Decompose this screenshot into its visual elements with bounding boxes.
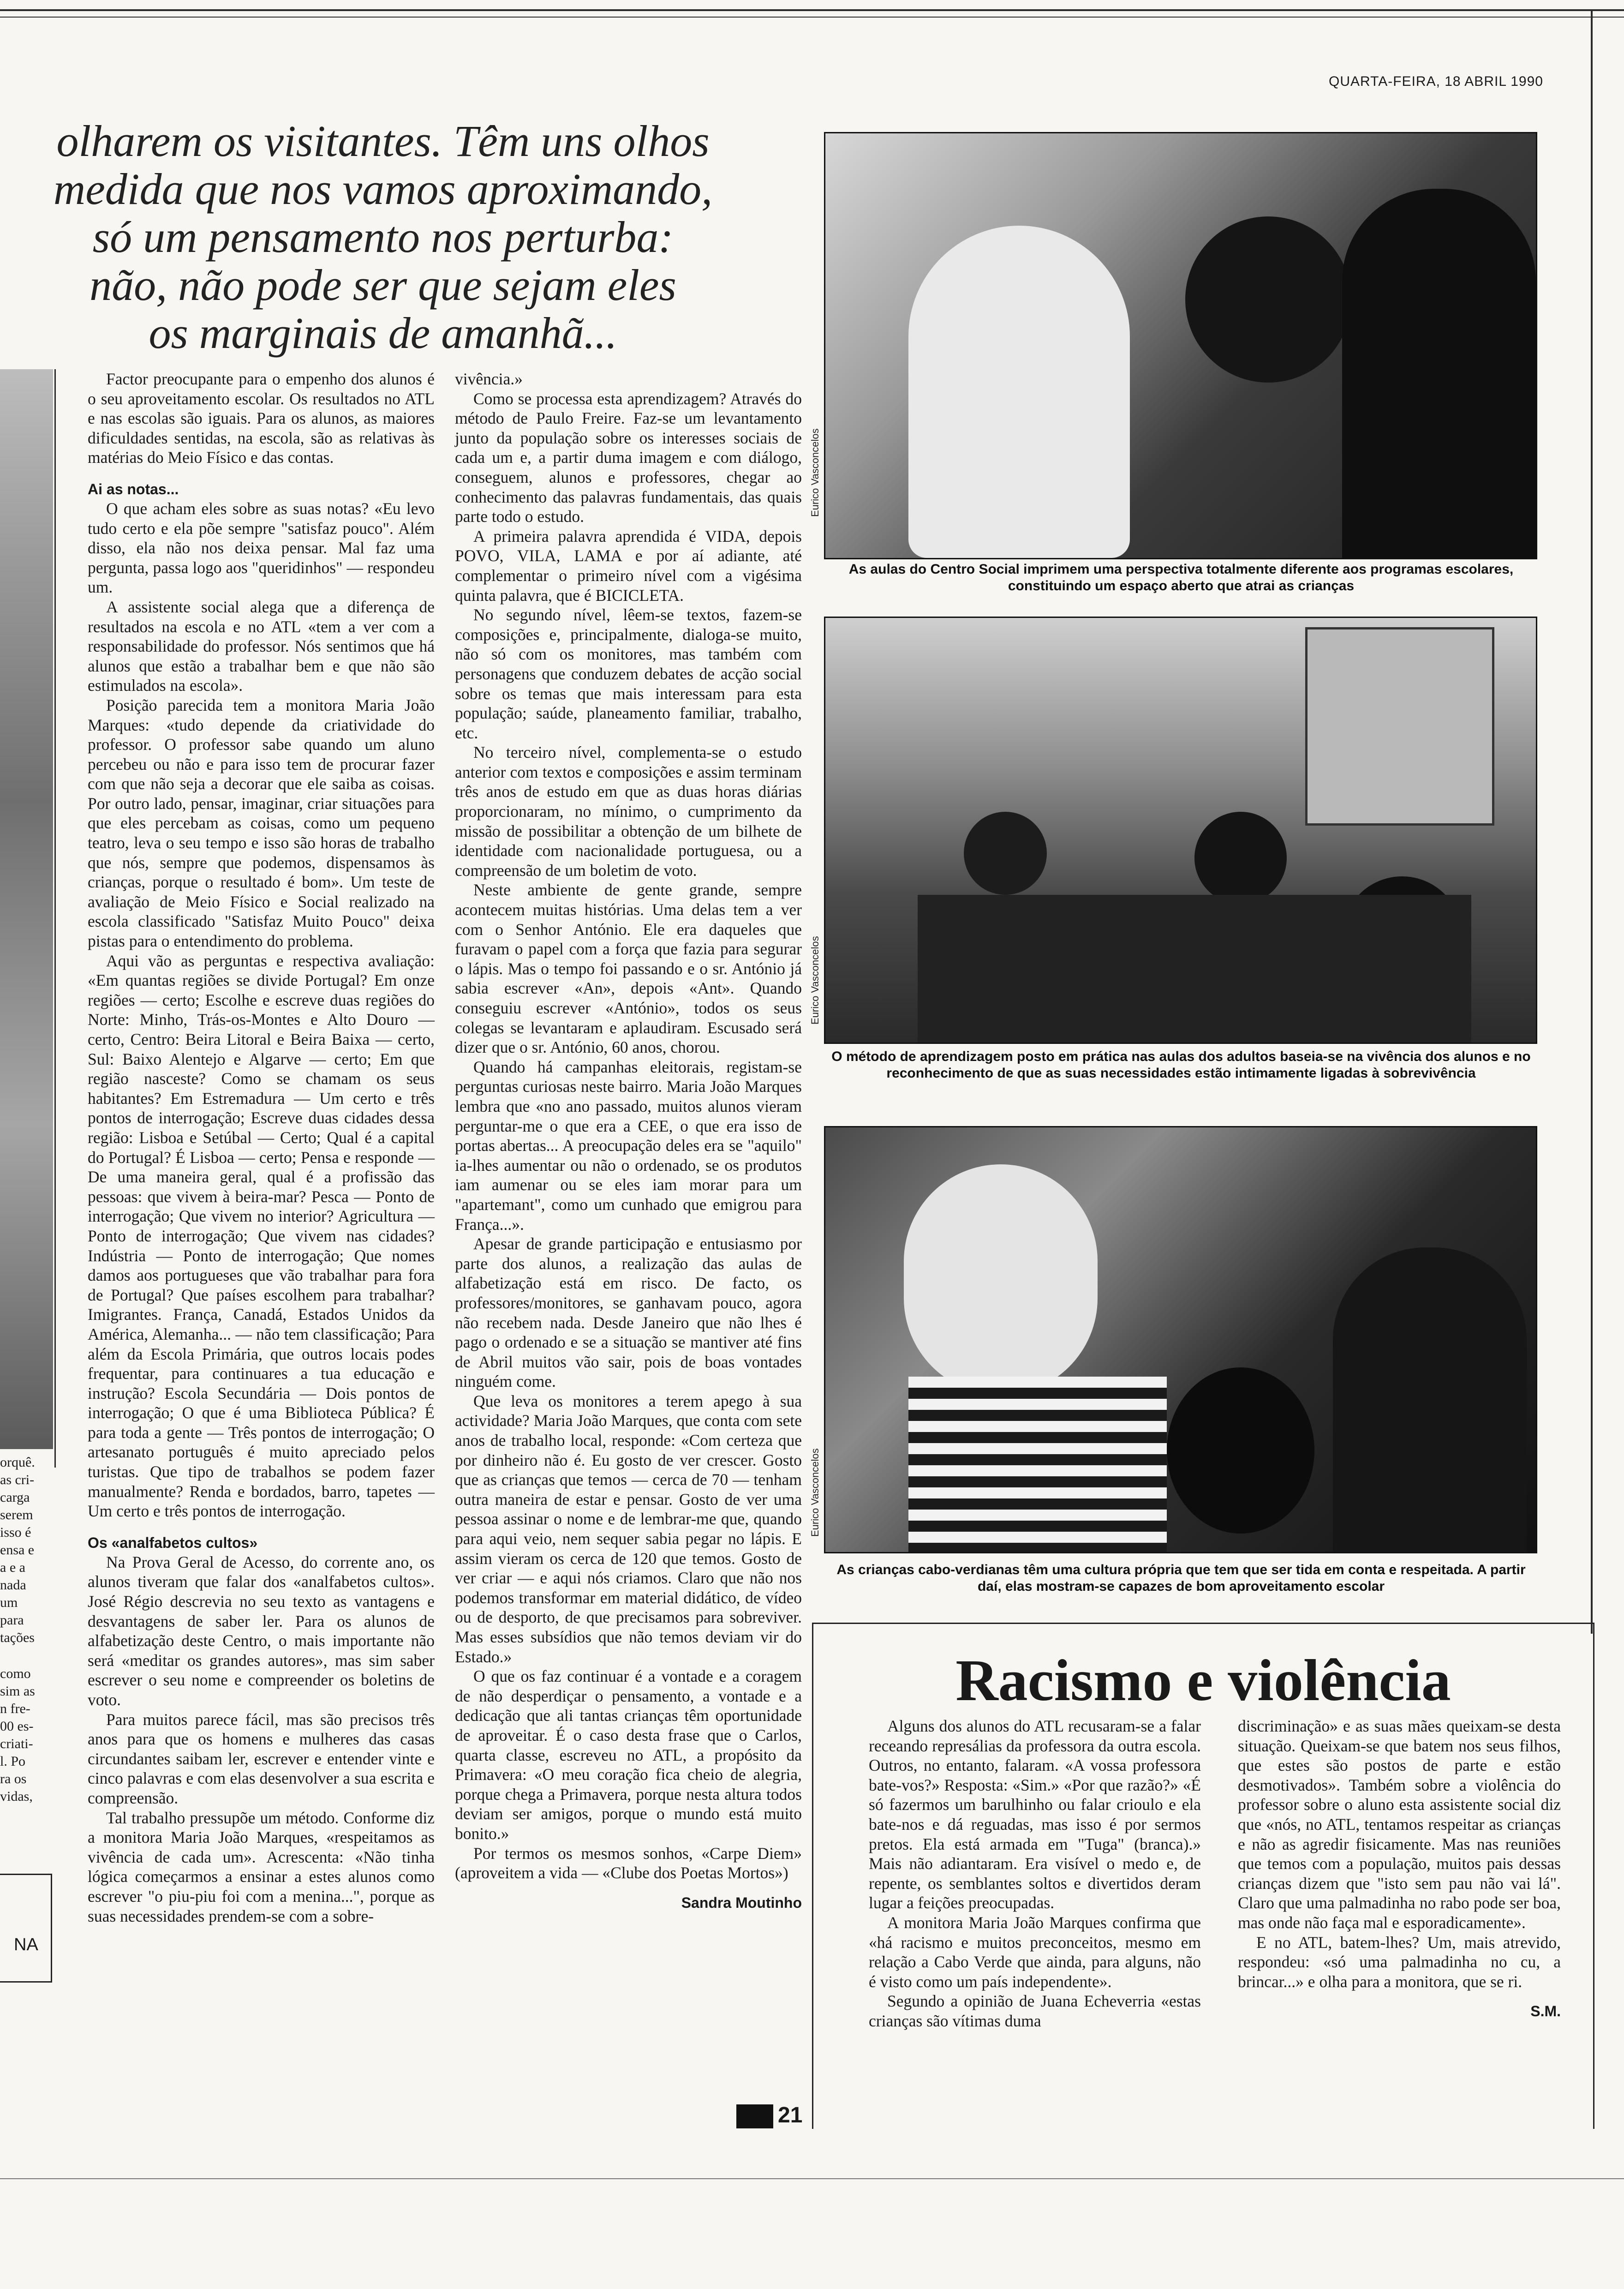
left-edge-line: orquê.	[0, 1455, 35, 1470]
paragraph: Neste ambiente de gente grande, sempre acontecem muitas histórias. Uma delas tem a ver com o Senhor António. Ele era daqueles que furavam o papel com a força que fazia para segurar o lápis. Mas o tempo foi passando e o sr. António já sabia escrever «An», depois «Ant». Quando conseguiu escrever «António», todos os seus colegas se levantaram e aplaudiram. Escusado será dizer que o sr. António, 60 anos, chorou.	[455, 881, 802, 1057]
sidebar-column-2	[1238, 1716, 1561, 2021]
sidebar-column-1	[869, 1716, 1201, 2031]
headline	[46, 116, 720, 359]
paragraph: A primeira palavra aprendida é VIDA, depois POVO, VILA, LAMA e por aí adiante, até complementar o primeiro nível com a vigésima quinta palavra, que é BICICLETA.	[455, 527, 802, 605]
author-signature: Sandra Moutinho	[681, 1894, 802, 1911]
paragraph: Aqui vão as perguntas e respectiva avaliação: «Em quantas regiões se divide Portugal? Em onze regiões — certo; Escolhe e escreve duas regiões do Norte: Minho, Trás-os-Montes e Alto Douro — certo, Centro: Beira Litoral e Beira Baixa — certo, Sul: Baixo Alentejo e Algarve — certo; Em que região nasceste? Como se chamam os seus habitantes? Em Estremadura — Um certo e três pontos de interrogação; Escreve duas cidades dessa região: Lisboa e Setúbal — Certo; Qual é a capital do Portugal? É Lisboa — certo; Pensa e responde — De uma maneira geral, qual é a profissão das pessoas: que vivem à beira-mar? Pesca — Ponto de interrogação; Que vivem no interior? Agricultura — Ponto de interrogação; Que vivem nas cidades? Indústria — Ponto de interrogação; Que nomes damos aos portugueses que vão trabalhar para fora de Portugal? Que países escolhem para trabalhar? Imigrantes. França, Canadá, Estados Unidos da América, Alemanha... — não tem classificação; Para além da Escola Primária, que outros locais podes frequentar, para continuares a tua educação e instrução? Escola Secundária — Dois pontos de interrogação; O que é uma Biblioteca Pública? É para toda a gente — Três pontos de interrogação; O artesanato português é muito apreciado pelos turistas. Que tipo de trabalhos se podem fazer manualmente? Renda e bordados, barro, tapetes — Um certo e três pontos de interrogação.	[88, 951, 435, 1521]
photo-caption: As crianças cabo-verdianas têm uma cultura própria que tem que ser tida em conta e respeitada. A partir daí, elas mostram-se capazes de bom aproveitamento escolar	[836, 1562, 1526, 1594]
paragraph: Alguns dos alunos do ATL recusaram-se a falar receando represálias da professora da outra escola. Outros, no entanto, falaram. «A vossa professora bate-vos?» Resposta: «Sim.» «Por que razão?» «É só fazermos um barulhinho ou falar crioulo e ela bate-nos e dá reguadas, mas isso é por sermos pretos. Ela está armada em "Tuga" (branca).» Mais não adiantaram. Era visível o medo e, de repente, os semblantes soltos e divertidos deram lugar a feições preocupadas.	[869, 1717, 1201, 1912]
photo-credit: Eurico Vasconcelos	[809, 1448, 821, 1537]
left-column-rule	[54, 369, 56, 1468]
photo-teacher-children	[824, 132, 1537, 559]
headline-line-5: os marginais de amanhã...	[149, 308, 617, 358]
paragraph: Segundo a opinião de Juana Echeverria «estas crianças são vítimas duma	[869, 1992, 1201, 2030]
photo-caption: O método de aprendizagem posto em prática nas aulas dos adultos baseia-se na vivência dos alunos e no reconhecimento de que as suas necessidades estão intimamente ligadas à sobrevivência	[831, 1049, 1531, 1081]
paragraph: No segundo nível, lêem-se textos, fazem-se composições e, principalmente, dialoga-se muito, não só com os monitores, mas também com personagens que conduzem debates de acção social sobre os temas que mais interessam para esta população; saúde, planeamento familiar, trabalho, etc.	[455, 605, 802, 742]
left-edge-line: sim as	[0, 1684, 35, 1699]
photo-girl-classroom	[824, 1126, 1537, 1553]
left-edge-line: um	[0, 1595, 18, 1610]
article-column-2	[455, 369, 802, 1912]
paragraph: Posição parecida tem a monitora Maria João Marques: «tudo depende da criatividade do professor. O professor sabe quando um aluno percebeu ou não e para isso tem de procurar fazer com que não seja a decorar que ele saiba as coisas. Por outro lado, pensar, imaginar, criar situações para que eles percebam as coisas, como um pequeno teatro, leva o seu tempo e isso são horas de trabalho que nós, sempre que podemos, dispensamos às crianças, porque o resultado é bom». Um teste de avaliação de Meio Físico e Social realizado na escola classificado "Satisfaz Muito Pouco" deixa pistas para o entendimento do problema.	[88, 695, 435, 951]
photo-figure	[1342, 189, 1536, 558]
photo-striped-shirt	[908, 1377, 1167, 1552]
left-edge-line: ra os	[0, 1771, 27, 1786]
headline-line-2: medida que nos vamos aproximando,	[53, 164, 713, 214]
left-edge-line: n fre-	[0, 1701, 30, 1716]
paragraph: A assistente social alega que a diferença de resultados na escola e no ATL «tem a ver com a responsabilidade do professor. Nós sentimos que há alunos que estão a trabalhar bem e que não são estimulados na escola».	[88, 597, 435, 695]
photo-figure	[904, 1164, 1098, 1395]
photo-credit: Eurico Vasconcelos	[809, 936, 821, 1025]
paragraph: Apesar de grande participação e entusiasmo por parte dos alunos, a realização das aulas de alfabetização está em risco. De facto, os professores/monitores, se ganhavam pouco, agora não recebem nada. Desde Janeiro que não lhes é pago o ordenado e se a situação se mantiver até fins de Abril muitos vão sair, pois de boas vontades ninguém come.	[455, 1234, 802, 1391]
paragraph: Quando há campanhas eleitorais, registam-se perguntas curiosas neste bairro. Maria João Marques lembra que «no ano passado, muitos alunos vieram perguntar-me o que era a CEE, o que era isso de portas abertas... A preocupação deles era se "aquilo" ia-lhes aumentar ou não o ordenado, se os produtos iam aumenar ou se eles iam morar para um "apartemant", como um cunhado que emigrou para França...».	[455, 1057, 802, 1234]
right-margin-rule	[1591, 9, 1593, 1634]
left-edge-line: a e a	[0, 1560, 25, 1575]
left-edge-line: tações	[0, 1630, 35, 1645]
left-edge-line: isso é	[0, 1525, 31, 1540]
photo-figure	[1333, 1247, 1527, 1552]
left-edge-line: criati-	[0, 1736, 33, 1751]
paragraph: Factor preocupante para o empenho dos alunos é o seu aproveitamento escolar. Os resultados no ATL e nas escolas são iguais. Para os alunos, as maiores dificuldades sentidas, na escola, são as relativas às matérias do Meio Físico e das contas.	[88, 370, 435, 467]
left-edge-line: como	[0, 1666, 31, 1681]
left-edge-line: ensa e	[0, 1542, 35, 1558]
top-rule	[0, 9, 1624, 11]
page-number: 21	[778, 2103, 803, 2127]
left-edge-line: carga	[0, 1490, 30, 1505]
left-edge-line: nada	[0, 1577, 26, 1593]
left-edge-line: serem	[0, 1507, 33, 1522]
bottom-rule	[0, 2178, 1624, 2179]
left-edge-line: para	[0, 1612, 24, 1628]
sidebar-title: Racismo e violência	[955, 1648, 1451, 1713]
article-column-1	[88, 369, 435, 1926]
paragraph: No terceiro nível, complementa-se o estudo anterior com textos e composições e assim terminam três anos de estudo em que as duas horas diárias proporcionaram, no mínimo, o cumprimento da missão de possibilitar a obtenção de um bilhete de identidade com nacionalidade portuguesa, ou a compreensão de um boletim de voto.	[455, 743, 802, 880]
paragraph: vivência.»	[455, 370, 523, 388]
sidebar-box	[812, 1623, 1594, 2129]
paragraph: Na Prova Geral de Acesso, do corrente ano, os alunos tiveram que falar dos «analfabetos cultos». José Régio descrevia no seu texto as vantagens e desvantagens de saber ler. Para os alunos de alfabetização deste Centro, o mais importante não será «meditar os grandes autores», mas sim saber escrever o seu nome e compreender os boletins de voto.	[88, 1552, 435, 1709]
paragraph: E no ATL, batem-lhes? Um, mais atrevido, respondeu: «só uma palmadinha no cu, a brincar...» e olha para a monitora, que se ri.	[1238, 1933, 1561, 1991]
left-edge-line: vidas,	[0, 1789, 33, 1804]
paragraph: O que os faz continuar é a vontade e a coragem de não desperdiçar o pensamento, a vontade e a dedicação que ali tantas crianças têm oportunidade de aproveitar. É o caso desta frase que o Carlos, quarta classe, escreveu no ATL, a propósito da Primavera: «O meu coração fica cheio de alegria, porque chega a Primavera, porque nesta altura todos deviam ser amigos, porque o mundo está muito bonito.»	[455, 1667, 802, 1843]
left-edge-text	[0, 1454, 53, 1805]
paragraph: O que acham eles sobre as suas notas? «Eu levo tudo certo e ela põe sempre "satisfaz pouco". Além disso, ela não nos deixa pensar. Mal faz uma pergunta, passa logo aos "queridinhos" — respondeu um.	[88, 499, 435, 597]
headline-line-1: olharem os visitantes. Têm uns olhos	[56, 116, 710, 166]
photo-figure	[908, 226, 1130, 558]
subheading-analfabetos: Os «analfabetos cultos»	[88, 1534, 258, 1551]
left-edge-line: 00 es-	[0, 1719, 34, 1734]
paragraph: Como se processa esta aprendizagem? Através do método de Paulo Freire. Faz-se um levantamento junto da população sobre os interesses sociais de cada um e, a partir duma imagem e com diálogo, conseguem, alunos e professores, chegar ao conhecimento das palavras fundamentais, das quais parte todo o estudo.	[455, 389, 802, 526]
top-rule-thin	[0, 17, 1624, 18]
paragraph: Por termos os mesmos sonhos, «Carpe Diem» (aproveitem a vida — «Clube dos Poetas Mortos»)	[455, 1844, 802, 1882]
headline-line-4: não, não pode ser que sejam eles	[90, 260, 676, 310]
photo-figure	[1194, 812, 1287, 904]
left-edge-line: l. Po	[0, 1754, 26, 1769]
left-edge-photo	[0, 369, 53, 1449]
paragraph: Que leva os monitores a terem apego à sua actividade? Maria João Marques, que conta com sete anos de trabalho local, responde: «Com certeza que por dinheiro não é. Eu gosto de ver crescer. Gosto que as crianças que temos — cerca de 70 — tenham outra maneira de estar e pensar. Gosto de ver uma pessoa assinar o nome e de lembrar-me que, quando para aqui veio, nem sequer sabia pegar no lápis. E assim vieram os cerca de 120 que temos. Gosto de ver criar — e aqui nós criamos. Claro que não nos podemos transformar em material didático, de vídeo ou de desporto, de que precisamos para sobreviver. Mas esses subsídios que não temos deviam vir do Estado.»	[455, 1391, 802, 1666]
photo-adult-class	[824, 617, 1537, 1044]
photo-credit: Eurico Vasconcelos	[809, 428, 821, 517]
paragraph: Tal trabalho pressupõe um método. Conforme diz a monitora Maria João Marques, «respeitamos as vivência de cada um». Acrescenta: «Não tinha lógica começarmos a ensinar a estes alunos como escrever "o piu-piu foi com a menina...", porque as suas necessidades prendem-se com a sobre-	[88, 1808, 435, 1925]
left-edge-box-label: NA	[14, 1935, 38, 1954]
issue-date: QUARTA-FEIRA, 18 ABRIL 1990	[1329, 74, 1543, 89]
publication-logo	[736, 2104, 773, 2128]
paragraph: Para muitos parece fácil, mas são precisos três anos para que os homens e mulheres das casas circundantes saibam ler, escrever e entender vinte e cinco palavras e com elas desenvolver a sua escrita e compreensão.	[88, 1710, 435, 1807]
left-edge-line: as cri-	[0, 1472, 35, 1487]
subheading-notas: Ai as notas...	[88, 480, 179, 497]
photo-table	[918, 895, 1471, 1043]
left-edge-box	[0, 1874, 52, 1983]
sidebar-signature: S.M.	[1530, 2003, 1561, 2020]
paragraph: discriminação» e as suas mães queixam-se desta situação. Queixam-se que batem nos seus filhos, que estes são postos de parte e estão desmotivados». Também sobre a violência do professor sobre o aluno esta assistente social diz que «nós, no ATL, tentamos respeitar as crianças e não as agredir fisicamente. Mas nas reuniões que temos com a população, muitos pais dessas crianças dizem que "isto sem pau não vai lá". Claro que uma palmadinha no rabo pode ser boa, mas onde não faça mal e esporadicamente».	[1238, 1717, 1561, 1932]
paragraph: A monitora Maria João Marques confirma que «há racismo e muitos preconceitos, mesmo em relação a Cabo Verde que ainda, para alguns, não é visto como um país independente».	[869, 1913, 1201, 1991]
photo-figure	[1167, 1367, 1314, 1534]
photo-figure	[964, 812, 1047, 895]
photo-caption: As aulas do Centro Social imprimem uma perspectiva totalmente diferente aos programas escolares, constituindo um espaço aberto que atrai as crianças	[848, 562, 1514, 593]
photo-wall-frame	[1305, 627, 1494, 826]
photo-figure	[1185, 216, 1351, 383]
headline-line-3: só um pensamento nos perturba:	[92, 212, 674, 262]
